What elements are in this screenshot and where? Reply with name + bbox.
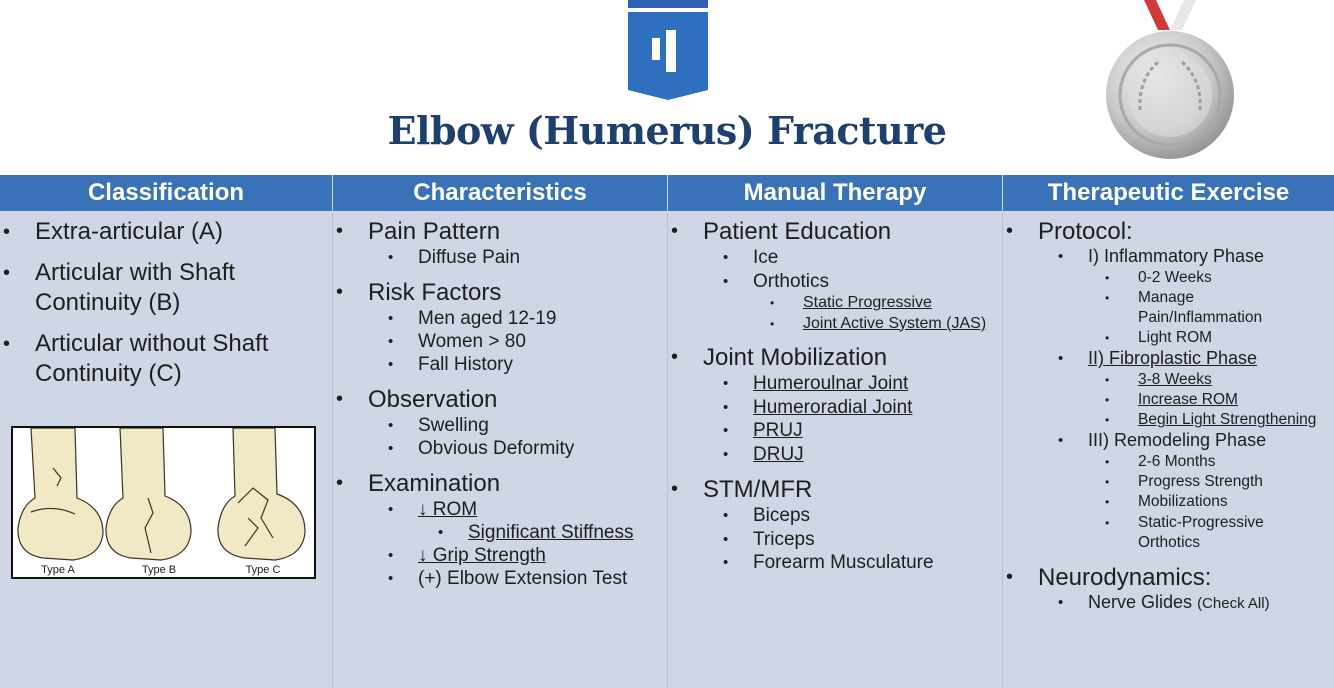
patient-education-heading: Patient Education <box>703 218 892 245</box>
list-item <box>368 498 667 544</box>
list-item[interactable]: • Significant Stiffness <box>418 521 667 544</box>
list-item: • Static-Progressive Orthotics <box>1088 513 1334 553</box>
list-item <box>1038 246 1334 348</box>
list-item: • 0-2 Weeks <box>1088 268 1334 288</box>
risk-factors-heading: Risk Factors <box>368 279 502 306</box>
phase-1-label: I) Inflammatory Phase <box>1088 246 1265 266</box>
list-item: • Articular without Shaft Continuity (C) <box>0 329 332 389</box>
list-item <box>668 475 1002 575</box>
classification-column <box>0 211 333 688</box>
manual-therapy-column <box>668 211 1003 688</box>
list-item[interactable]: • Static Progressive <box>753 293 1002 314</box>
list-item: • Men aged 12-19 <box>368 307 667 330</box>
list-item[interactable]: • ↓ Grip Strength <box>368 544 667 567</box>
stm-heading: STM/MFR <box>703 476 813 503</box>
list-item[interactable]: • Humeroulnar Joint <box>703 372 1002 396</box>
list-item: • Manage Pain/Inflammation <box>1088 288 1334 328</box>
pain-pattern-heading: Pain Pattern <box>368 218 501 245</box>
list-item: • Progress Strength <box>1088 472 1334 492</box>
list-item: • Obvious Deformity <box>368 437 667 460</box>
neurodynamics-heading: Neurodynamics: <box>1038 563 1212 591</box>
fracture-types-image <box>11 426 316 579</box>
characteristics-column <box>333 211 668 688</box>
therapeutic-exercise-column <box>1003 211 1334 688</box>
list-item: • Mobilizations <box>1088 492 1334 512</box>
list-item <box>333 469 667 590</box>
list-item: • Women > 80 <box>368 330 667 353</box>
list-item[interactable]: • 3-8 Weeks <box>1088 370 1334 390</box>
header-classification: Classification <box>0 175 333 211</box>
list-item: • Diffuse Pain <box>368 246 667 269</box>
page-title: Elbow (Humerus) Fracture <box>387 108 947 153</box>
protocol-heading: Protocol: <box>1038 218 1133 245</box>
list-item <box>1038 592 1334 615</box>
list-item[interactable]: • Begin Light Strengthening <box>1088 410 1334 430</box>
list-item: • Extra-articular (A) <box>0 217 332 247</box>
list-item: • 2-6 Months <box>1088 452 1334 472</box>
list-item <box>1003 563 1334 615</box>
phase-3-label: III) Remodeling Phase <box>1088 430 1267 451</box>
list-item: • Light ROM <box>1088 328 1334 348</box>
phase-2-link[interactable]: II) Fibroplastic Phase <box>1088 348 1258 369</box>
list-item: • Forearm Musculature <box>703 551 1002 575</box>
table-header-row <box>0 175 1334 211</box>
examination-heading: Examination <box>368 470 501 497</box>
list-item <box>1038 348 1334 430</box>
list-item <box>333 278 667 376</box>
fracture-label-b: Type B <box>141 564 177 576</box>
fracture-illustration <box>13 428 314 577</box>
bookmark-logo-icon <box>628 0 708 100</box>
fracture-label-a: Type A <box>41 564 75 576</box>
rom-link[interactable]: ↓ ROM <box>418 499 478 520</box>
observation-heading: Observation <box>368 386 498 413</box>
summary-table <box>0 175 1334 688</box>
orthotics-label: Orthotics <box>753 270 830 292</box>
list-item <box>668 217 1002 334</box>
list-item[interactable]: • Increase ROM <box>1088 390 1334 410</box>
list-item: • Swelling <box>368 414 667 437</box>
list-item: • Fall History <box>368 353 667 376</box>
list-item[interactable]: • DRUJ <box>703 443 1002 467</box>
header-characteristics: Characteristics <box>333 175 668 211</box>
list-item: • Articular with Shaft Continuity (B) <box>0 258 332 318</box>
fracture-label-c: Type C <box>245 564 281 576</box>
list-item <box>1038 430 1334 553</box>
list-item <box>333 217 667 269</box>
list-item[interactable]: • PRUJ <box>703 419 1002 443</box>
list-item <box>1003 217 1334 553</box>
check-all-note: (Check All) <box>1197 594 1270 612</box>
table-body-row <box>0 211 1334 688</box>
list-item: • (+) Elbow Extension Test <box>368 567 667 590</box>
silver-medal-icon <box>1100 0 1240 160</box>
list-item[interactable]: • Humeroradial Joint <box>703 396 1002 420</box>
list-item: • Ice <box>703 246 1002 270</box>
joint-mobilization-heading: Joint Mobilization <box>703 344 888 371</box>
list-item: • Triceps <box>703 528 1002 552</box>
header-therapeutic-exercise: Therapeutic Exercise <box>1047 179 1290 206</box>
list-item <box>703 270 1002 335</box>
list-item[interactable]: • Joint Active System (JAS) <box>753 314 1002 335</box>
list-item <box>333 385 667 460</box>
list-item: • Biceps <box>703 504 1002 528</box>
list-item <box>668 343 1002 466</box>
nerve-glides-label: Nerve Glides <box>1088 591 1193 612</box>
header-manual-therapy: Manual Therapy <box>668 175 1003 211</box>
